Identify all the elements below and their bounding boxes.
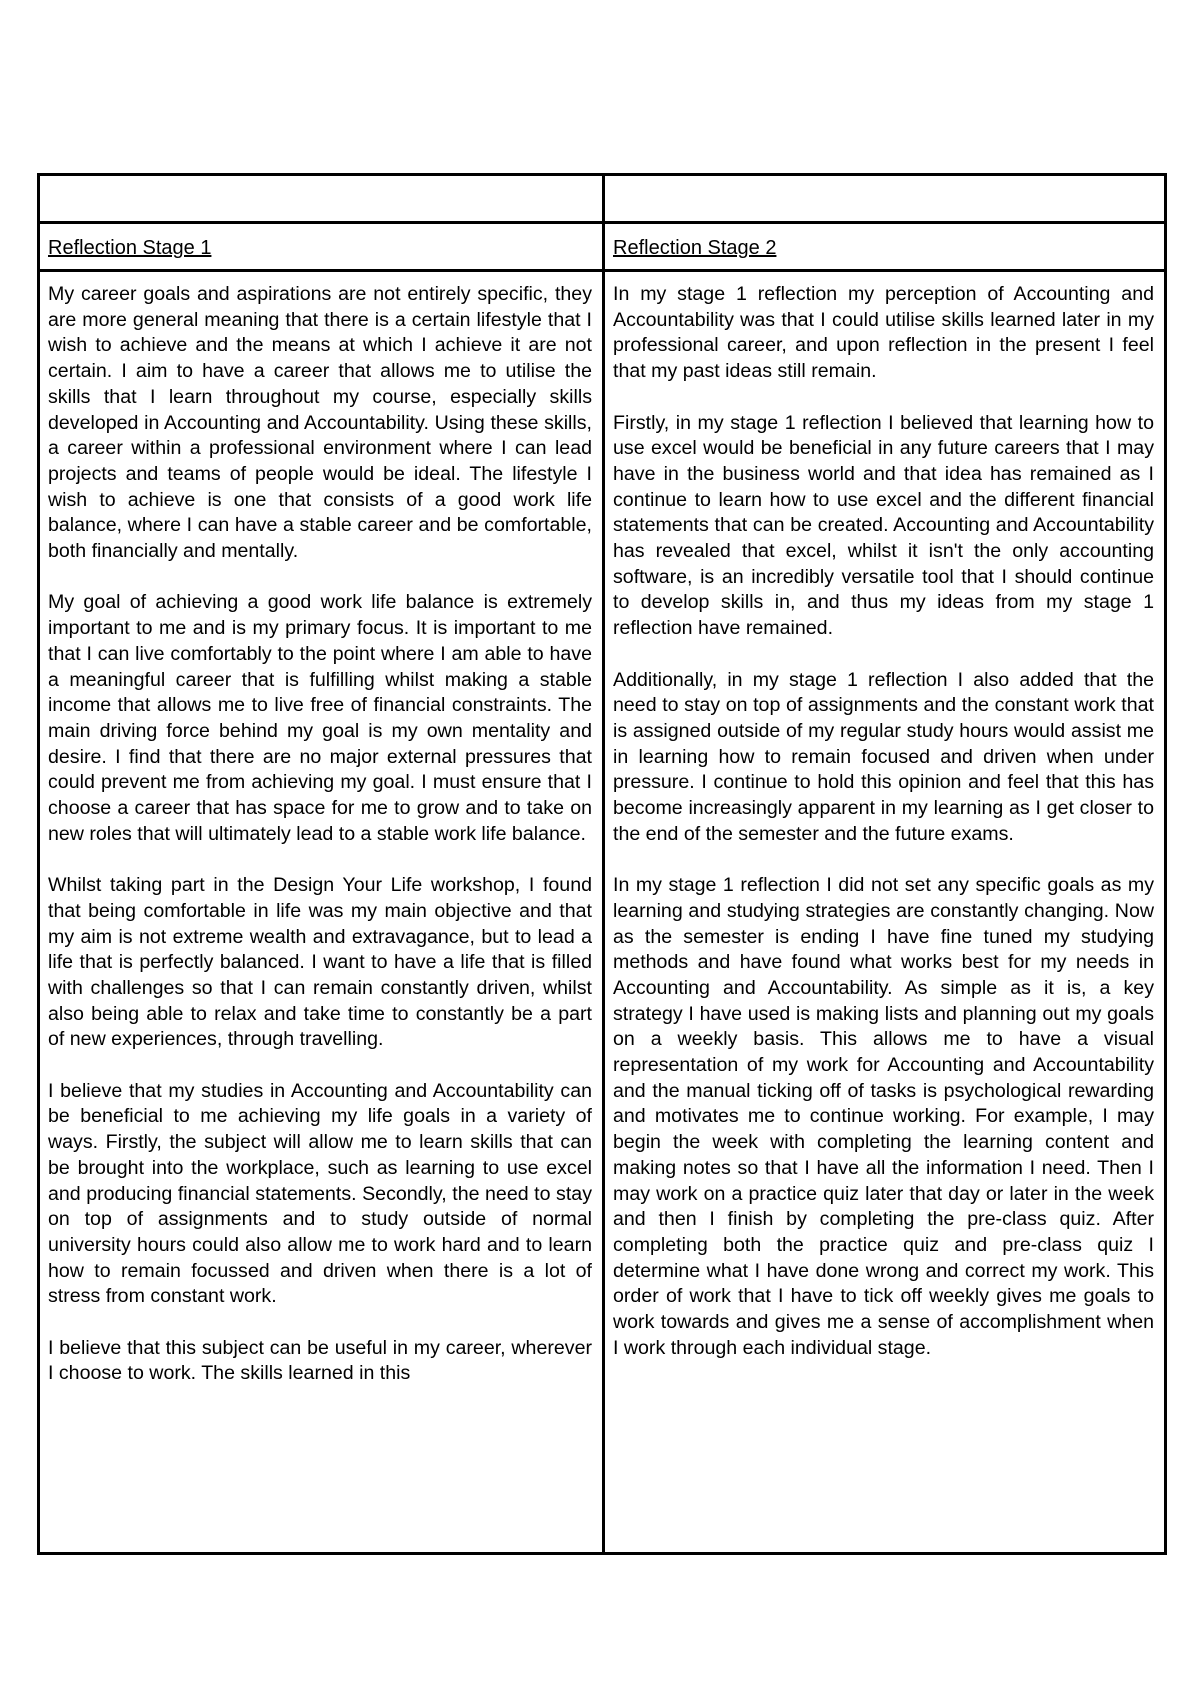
stage2-body (605, 272, 1164, 1552)
header-cell-left (40, 176, 605, 224)
stage2-paragraph: In my stage 1 reflection I did not set any specific goals as my learning and studying strategies are constantly changing. Now as the semester is ending I have fine tuned my studying methods and have found what works best for my needs in Accounting and Accountability. As simple as it is, a key strategy I have used is making lists and planning out my goals on a weekly basis. This allows me to have a visual representation of my work for Accounting and Accountability and the manual ticking off of tasks is psychological rewarding and motivates me to continue working. For example, I may begin the week with completing the learning content and making notes so that I have all the information I need. Then I may work on a practice quiz later that day or later in the week and then I finish by completing the pre-class quiz. After completing both the practice quiz and pre-class quiz I determine what I have done wrong and correct my work. This order of work that I have to tick off weekly gives me goals to work towards and gives me a sense of accomplishment when I work through each individual stage. (613, 874, 1154, 1359)
stage2-paragraph: Firstly, in my stage 1 reflection I believed that learning how to use excel would be beneficial in any future careers that I may have in the business world and that idea has remained as I continue to learn how to use excel and the different financial statements that can be created. Accounting and Accountability has revealed that excel, whilst it isn't the only accounting software, is an incredibly versatile tool that I should continue to develop skills in, and thus my ideas from my stage 1 reflection have remained. (613, 411, 1154, 640)
stage1-paragraph: Whilst taking part in the Design Your Life workshop, I found that being comfortable in life was my main objective and that my aim is not extreme wealth and extravagance, but to lead a life that is perfectly balanced. I want to have a life that is filled with challenges so that I can remain constantly driven, whilst also being able to relax and take time to constantly be a part of new experiences, through travelling. (48, 874, 592, 1051)
stage1-paragraph: I believe that this subject can be useful in my career, wherever I choose to work. The skills learned in this (48, 1336, 592, 1385)
reflection-table (37, 173, 1167, 1555)
stage1-paragraph: I believe that my studies in Accounting and Accountability can be beneficial to me achieving my life goals in a variety of ways. Firstly, the subject will allow me to learn skills that can be brought into the workplace, such as learning to use excel and producing financial statements. Secondly, the need to stay on top of assignments and to study outside of normal university hours could also allow me to work hard and to learn how to remain focussed and driven when there is a lot of stress from constant work. (48, 1079, 592, 1308)
stage2-heading: Reflection Stage 2 (605, 224, 1164, 272)
stage1-heading: Reflection Stage 1 (40, 224, 605, 272)
stage1-paragraph: My career goals and aspirations are not entirely specific, they are more general meaning that there is a certain lifestyle that I wish to achieve and the means at which I achieve it are not certain. I aim to have a career that allows me to utilise the skills that I learn throughout my course, especially skills developed in Accounting and Accountability. Using these skills, a career within a professional environment where I can lead projects and teams of people would be ideal. The lifestyle I wish to achieve is one that consists of a good work life balance, where I can have a stable career and be comfortable, both financially and mentally. (48, 283, 592, 563)
stage2-paragraph: In my stage 1 reflection my perception of Accounting and Accountability was that I could utilise skills learned later in my professional career, and upon reflection in the present I feel that my past ideas still remain. (613, 283, 1154, 383)
stage1-body (40, 272, 605, 1552)
stage2-paragraph: Additionally, in my stage 1 reflection I also added that the need to stay on top of assignments and the constant work that is assigned outside of my regular study hours would assist me in learning how to remain focused and driven when under pressure. I continue to hold this opinion and feel that this has become increasingly apparent in my learning as I get closer to the end of the semester and the future exams. (613, 668, 1154, 845)
stage1-paragraph: My goal of achieving a good work life balance is extremely important to me and is my primary focus. It is important to me that I can live comfortably to the point where I am able to have a meaningful career that is fulfilling whilst making a stable income that allows me to live free of financial constraints. The main driving force behind my goal is my own mentality and desire. I find that there are no major external pressures that could prevent me from achieving my goal. I must ensure that I choose a career that has space for me to grow and to take on new roles that will ultimately lead to a stable work life balance. (48, 591, 592, 845)
header-cell-right (605, 176, 1164, 224)
